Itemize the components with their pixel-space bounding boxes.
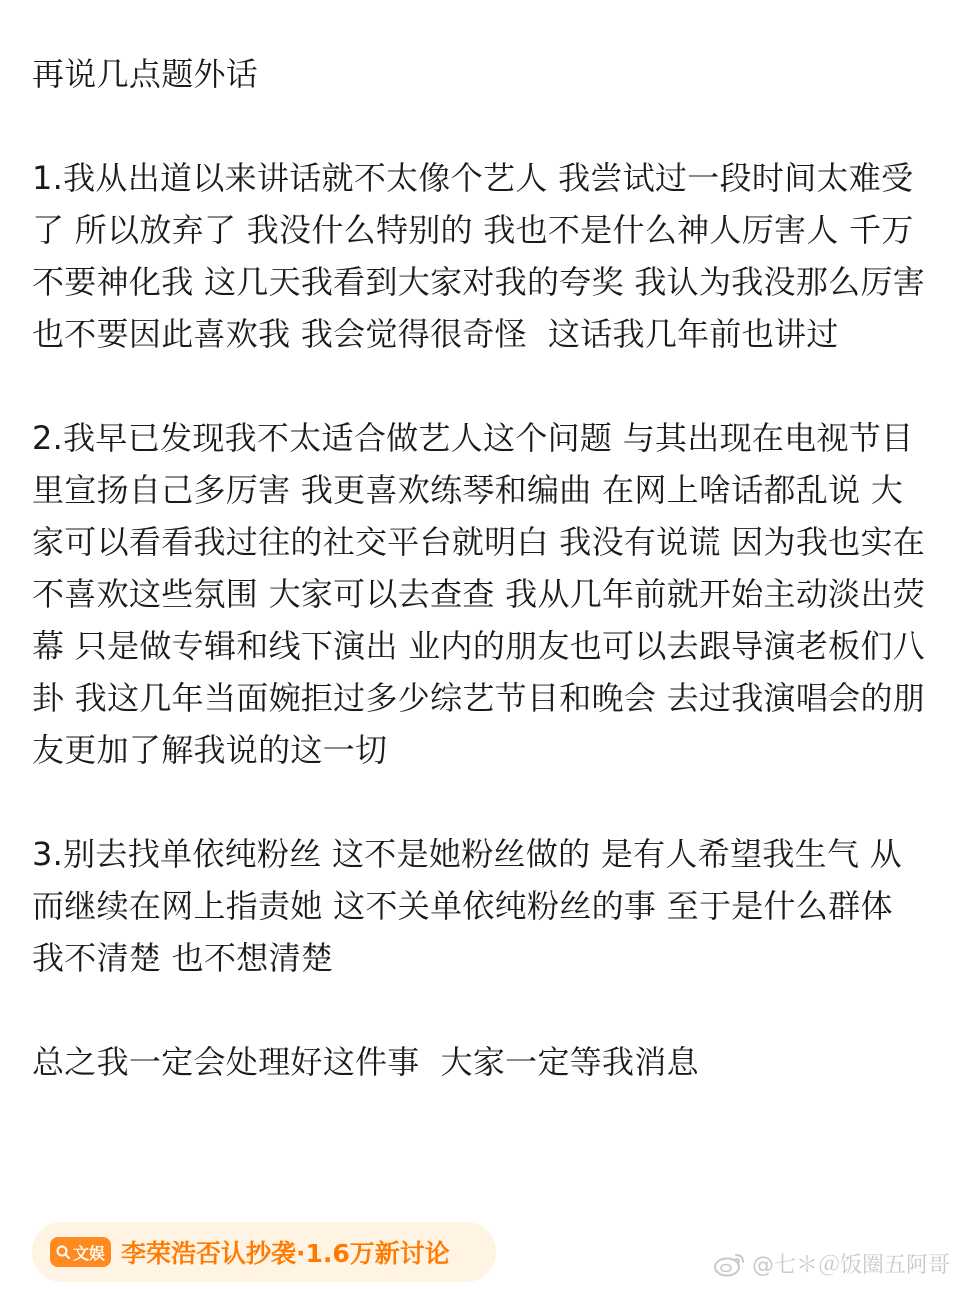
topic-title: 李荣浩否认抄袭·1.6万新讨论 (121, 1239, 450, 1268)
topic-category-tag (50, 1237, 111, 1267)
watermark-text: @七＊＠饭圈五阿哥 (751, 1253, 950, 1278)
post-paragraph-3: 3.别去找单依纯粉丝 这不是她粉丝做的 是有人希望我生气 从而继续在网上指责她 这不关单依纯粉丝的事 至于是什么群体 我不清楚 也不想清楚 (32, 835, 904, 977)
post-heading: 再说几点题外话 (32, 55, 259, 93)
post-closing: 总之我一定会处理好这件事 大家一定等我消息 (32, 1043, 699, 1081)
watermark (712, 1248, 950, 1279)
search-icon (55, 1244, 71, 1260)
weibo-logo-icon (712, 1250, 748, 1278)
post-body (32, 48, 936, 1088)
post-paragraph-1: 1.我从出道以来讲话就不太像个艺人 我尝试过一段时间太难受了 所以放弃了 我没什么特别的 我也不是什么神人厉害人 千万不要神化我 这几天我看到大家对我的夸奖 我认为我没那么厉害 也不要因此喜欢我 我会觉得很奇怪 这话我几年前也讲过 (32, 159, 936, 353)
topic-category-label: 文娱 (73, 1243, 106, 1263)
post-paragraph-2: 2.我早已发现我不太适合做艺人这个问题 与其出现在电视节目里宣扬自己多厉害 我更喜欢练琴和编曲 在网上啥话都乱说 大家可以看看我过往的社交平台就明白 我没有说谎 因为我也实在不喜欢这些氛围 大家可以去查查 我从几年前就开始主动淡出荧幕 只是做专辑和线下演出 业内的朋友也可以去跟导演老板们八卦 我这几年当面婉拒过多少综艺节目和晚会 去过我演唱会的朋友更加了解我说的这一切 (32, 419, 926, 769)
hot-topic-link[interactable] (32, 1222, 496, 1282)
